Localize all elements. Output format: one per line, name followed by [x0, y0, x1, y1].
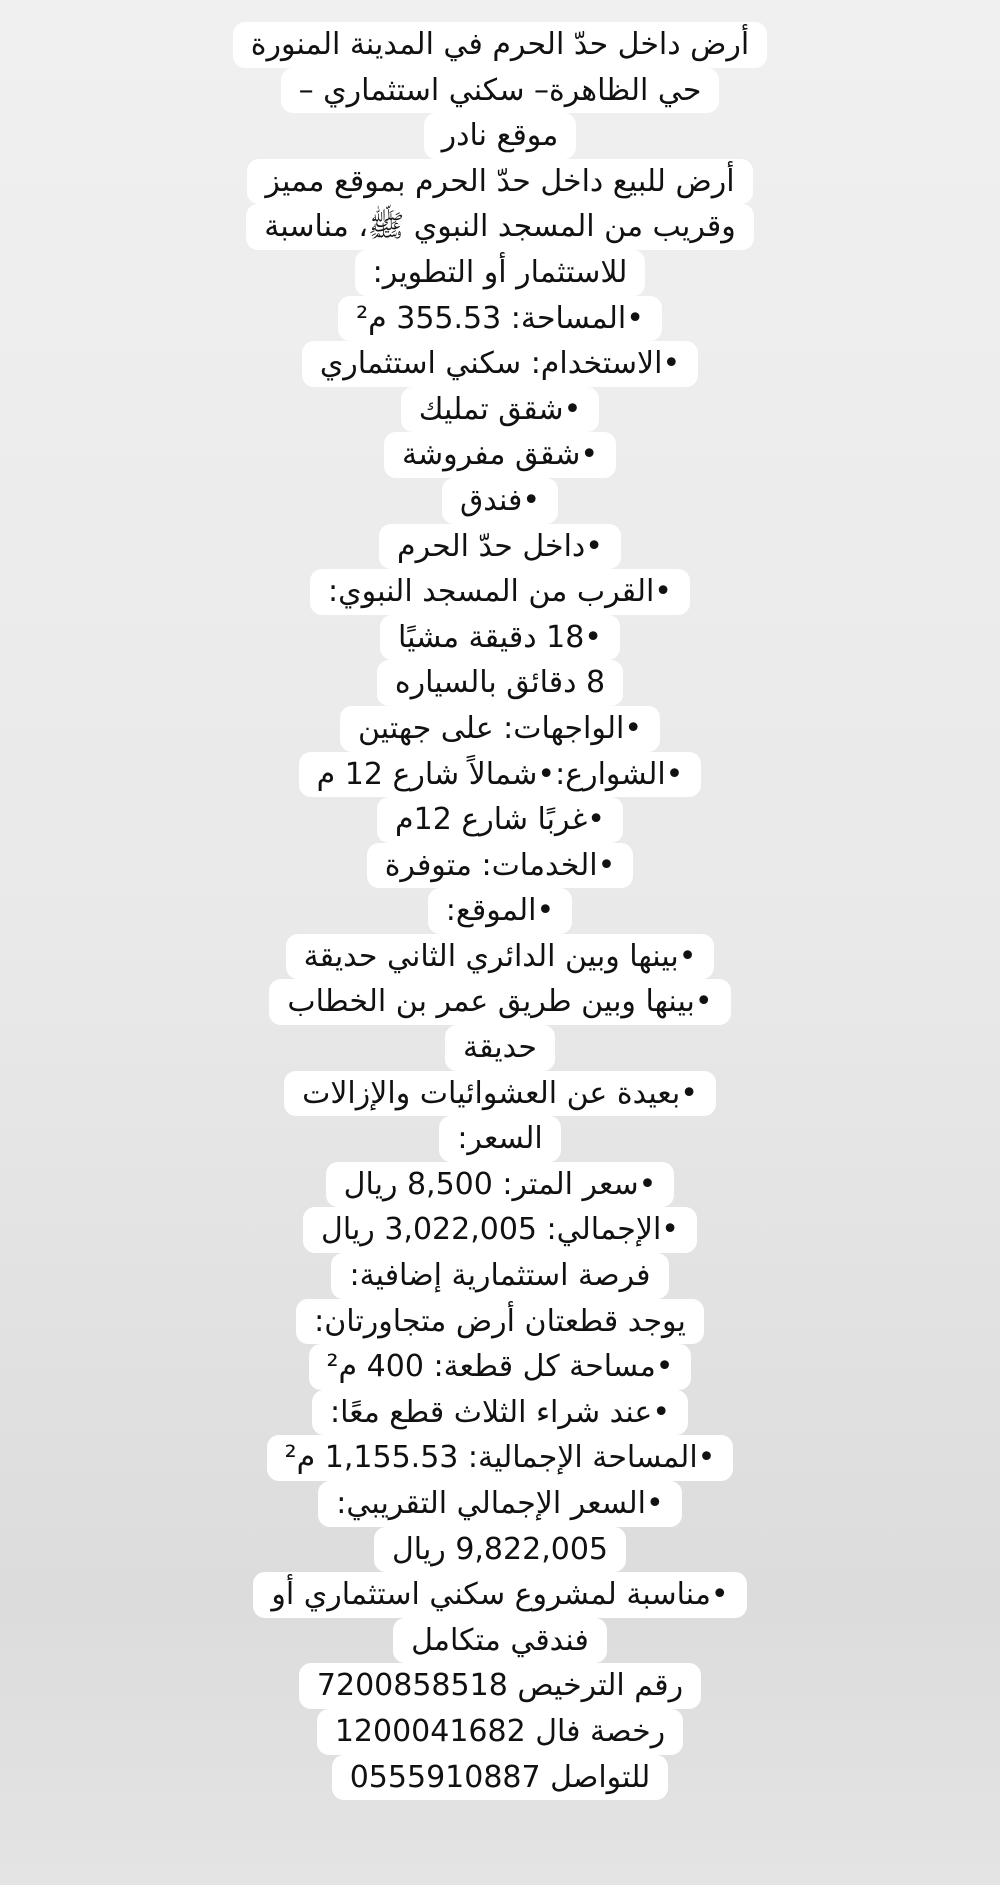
text-line	[0, 341, 1000, 387]
text-line-highlight: موقع نادر	[424, 113, 577, 159]
text-line-highlight: فندقي متكامل	[393, 1618, 607, 1664]
text-line	[0, 1755, 1000, 1801]
text-line	[0, 68, 1000, 114]
text-line-highlight: •الاستخدام: سكني استثماري	[302, 341, 698, 387]
text-line	[0, 1162, 1000, 1208]
text-line	[0, 22, 1000, 68]
text-line	[0, 1435, 1000, 1481]
text-line	[0, 706, 1000, 752]
text-line	[0, 432, 1000, 478]
text-line	[0, 1025, 1000, 1071]
text-line-highlight: للاستثمار أو التطوير:	[355, 250, 646, 296]
text-line	[0, 387, 1000, 433]
story-text	[0, 22, 1000, 1800]
text-line-highlight: •بينها وبين الدائري الثاني حديقة	[286, 934, 715, 980]
text-line-highlight: •السعر الإجمالي التقريبي:	[318, 1481, 681, 1527]
text-line	[0, 204, 1000, 250]
text-line	[0, 888, 1000, 934]
text-line	[0, 1709, 1000, 1755]
text-line-highlight: حي الظاهرة– سكني استثماري –	[281, 68, 720, 114]
text-line-highlight: أرض للبيع داخل حدّ الحرم بموقع مميز	[247, 159, 752, 205]
text-line-highlight: وقريب من المسجد النبوي ﷺ، مناسبة	[246, 204, 754, 250]
text-line-highlight: •شقق تمليك	[401, 387, 600, 433]
text-line	[0, 296, 1000, 342]
text-line	[0, 113, 1000, 159]
text-line-highlight: •18 دقيقة مشيًا	[380, 615, 620, 661]
text-line	[0, 478, 1000, 524]
text-line	[0, 159, 1000, 205]
text-line	[0, 1618, 1000, 1664]
text-line-highlight: رقم الترخيص 7200858518	[299, 1663, 701, 1709]
text-line	[0, 1663, 1000, 1709]
text-line	[0, 797, 1000, 843]
text-line-highlight: •بينها وبين طريق عمر بن الخطاب	[269, 979, 730, 1025]
text-line	[0, 1572, 1000, 1618]
text-line	[0, 752, 1000, 798]
text-line-highlight: •الشوارع:•شمالاً شارع 12 م	[299, 752, 702, 798]
text-line-highlight: •الخدمات: متوفرة	[367, 843, 634, 889]
text-line-highlight: •المساحة: 355.53 م²	[338, 296, 662, 342]
text-line-highlight: السعر:	[439, 1116, 560, 1162]
text-line-highlight: •القرب من المسجد النبوي:	[310, 569, 690, 615]
text-line	[0, 1390, 1000, 1436]
text-line-highlight: •فندق	[442, 478, 558, 524]
text-line	[0, 1527, 1000, 1573]
text-line-highlight: 8 دقائق بالسياره	[377, 660, 623, 706]
text-line-highlight: •بعيدة عن العشوائيات والإزالات	[284, 1071, 716, 1117]
text-line	[0, 979, 1000, 1025]
text-line	[0, 1299, 1000, 1345]
text-line-highlight: أرض داخل حدّ الحرم في المدينة المنورة	[233, 22, 768, 68]
text-line-highlight: للتواصل 0555910887	[332, 1755, 669, 1801]
text-line	[0, 615, 1000, 661]
text-line-highlight: •شقق مفروشة	[384, 432, 616, 478]
text-line-highlight: •سعر المتر: 8,500 ريال	[326, 1162, 675, 1208]
text-line	[0, 660, 1000, 706]
text-line-highlight: يوجد قطعتان أرض متجاورتان:	[296, 1299, 704, 1345]
text-line-highlight: 9,822,005 ريال	[374, 1527, 626, 1573]
text-line	[0, 1481, 1000, 1527]
text-line	[0, 1344, 1000, 1390]
text-line-highlight: •مساحة كل قطعة: 400 م²	[309, 1344, 692, 1390]
text-line	[0, 1207, 1000, 1253]
text-line	[0, 1253, 1000, 1299]
text-line	[0, 1116, 1000, 1162]
text-line	[0, 843, 1000, 889]
text-line-highlight: •داخل حدّ الحرم	[379, 524, 621, 570]
text-line-highlight: •الإجمالي: 3,022,005 ريال	[303, 1207, 697, 1253]
text-line	[0, 934, 1000, 980]
text-line-highlight: •مناسبة لمشروع سكني استثماري أو	[253, 1572, 746, 1618]
text-line	[0, 250, 1000, 296]
text-line-highlight: •الواجهات: على جهتين	[340, 706, 660, 752]
text-line	[0, 569, 1000, 615]
text-line-highlight: فرصة استثمارية إضافية:	[331, 1253, 668, 1299]
text-line-highlight: حديقة	[445, 1025, 555, 1071]
text-line-highlight: •المساحة الإجمالية: 1,155.53 م²	[267, 1435, 734, 1481]
text-line-highlight: •غربًا شارع 12م	[377, 797, 623, 843]
text-line-highlight: •عند شراء الثلاث قطع معًا:	[312, 1390, 688, 1436]
text-line	[0, 524, 1000, 570]
text-line-highlight: رخصة فال 1200041682	[317, 1709, 683, 1755]
text-line	[0, 1071, 1000, 1117]
text-line-highlight: •الموقع:	[428, 888, 572, 934]
